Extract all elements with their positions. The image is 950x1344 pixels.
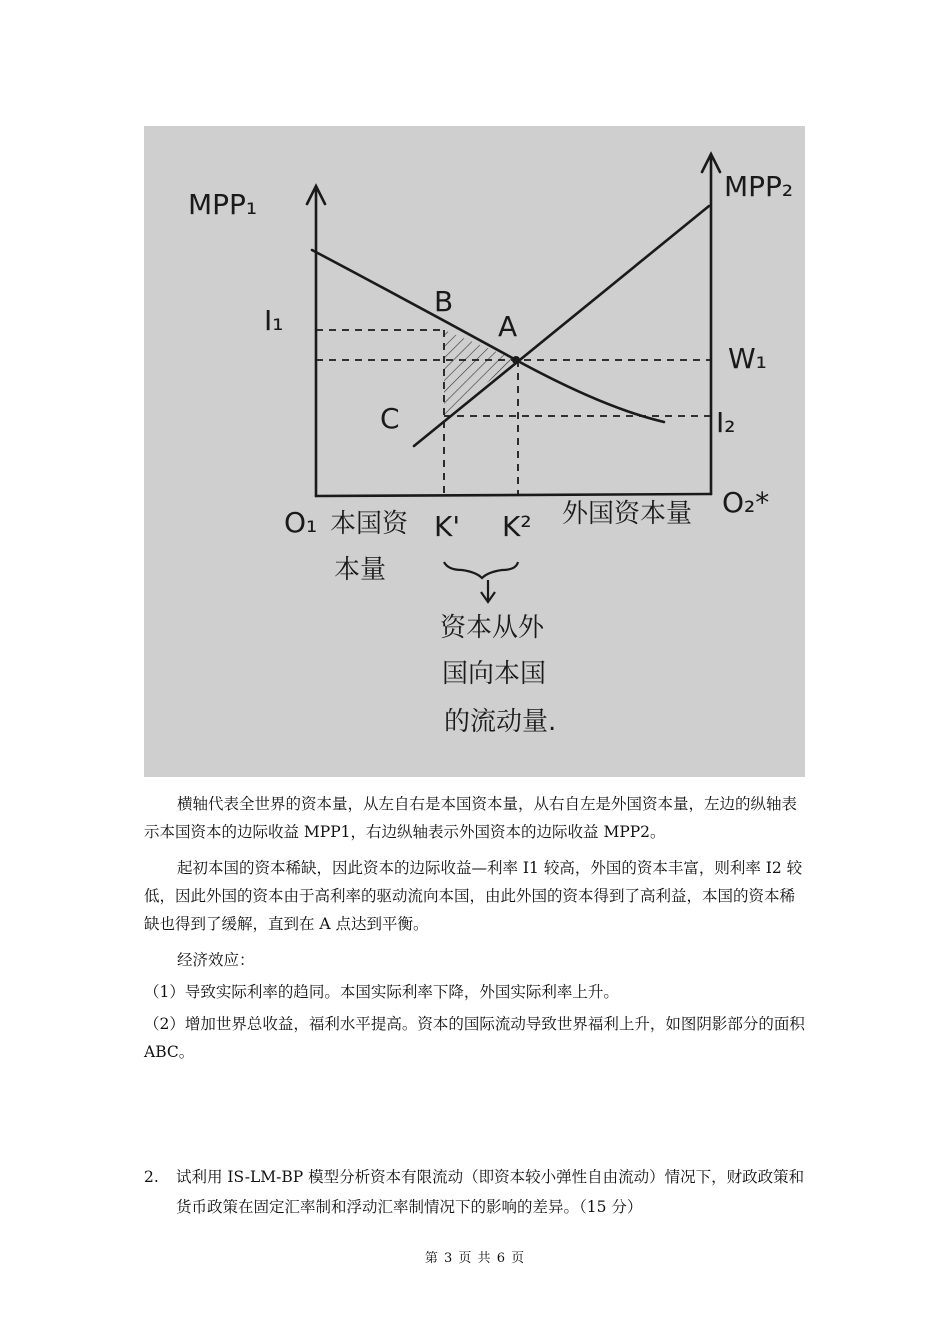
w1-label: W₁ [728,342,767,375]
capital-flow-label-1: 资本从外 [440,613,545,643]
i1-label: I₁ [264,304,284,337]
point-b-label: B [434,285,454,318]
hand-drawn-diagram-photo [144,126,805,777]
explanation-paragraph-axes: 横轴代表全世界的资本量，从左自右是本国资本量，从右自左是外国资本量，左边的纵轴表示本国资本的边际收益 MPP1，右边纵轴表示外国资本的边际收益 MPP2。 [144,795,798,841]
mpp1-curve [312,250,664,422]
effect-item-1: （1）导致实际利率的趋同。本国实际利率下降，外国实际利率上升。 [144,983,619,1001]
i2-label: I₂ [716,406,736,439]
k2-label: K² [502,510,532,543]
capital-flow-label-3: 的流动量. [444,707,557,737]
horizontal-axis [316,494,711,496]
mpp1-axis-label: MPP₁ [188,188,258,221]
point-a-label: A [498,310,518,343]
mpp2-axis-label: MPP₂ [724,170,794,203]
point-c-label: C [380,402,400,435]
mpp2-line [414,206,709,446]
exam-question-2 [144,1162,806,1222]
origin-o1-label: O₁ [284,506,318,539]
page-footer: 第 3 页 共 6 页 [424,1251,526,1266]
foreign-capital-label: 外国资本量 [562,499,693,529]
effect-item-2: （2）增加世界总收益，福利水平提高。资本的国际流动导致世界福利上升，如图阴影部分的面积 ABC。 [144,1015,805,1061]
domestic-capital-label-1: 本国资 [330,509,409,539]
left-axis [307,186,325,496]
domestic-capital-label-2: 本量 [334,555,387,585]
origin-o2-label: O₂* [722,486,770,519]
economic-effects-heading: 经济效应： [177,951,255,969]
question-text: 试利用 IS-LM-BP 模型分析资本有限流动（即资本较小弹性自由流动）情况下，财政政策和货币政策在固定汇率制和浮动汇率制情况下的影响的差异。（15 分） [176,1168,805,1216]
k1-label: K' [434,510,461,543]
capital-flow-label-2: 国向本国 [442,659,547,689]
right-axis [702,154,720,494]
question-number: 2. [144,1168,159,1186]
explanation-paragraph-flow: 起初本国的资本稀缺，因此资本的边际收益—利率 I1 较高，外国的资本丰富，则利率 I2 较低，因此外国的资本由于高利率的驱动流向本国，由此外国的资本得到了高利益，本国的资本稀缺也得到了缓解，直到在 A 点达到平衡。 [144,859,803,933]
